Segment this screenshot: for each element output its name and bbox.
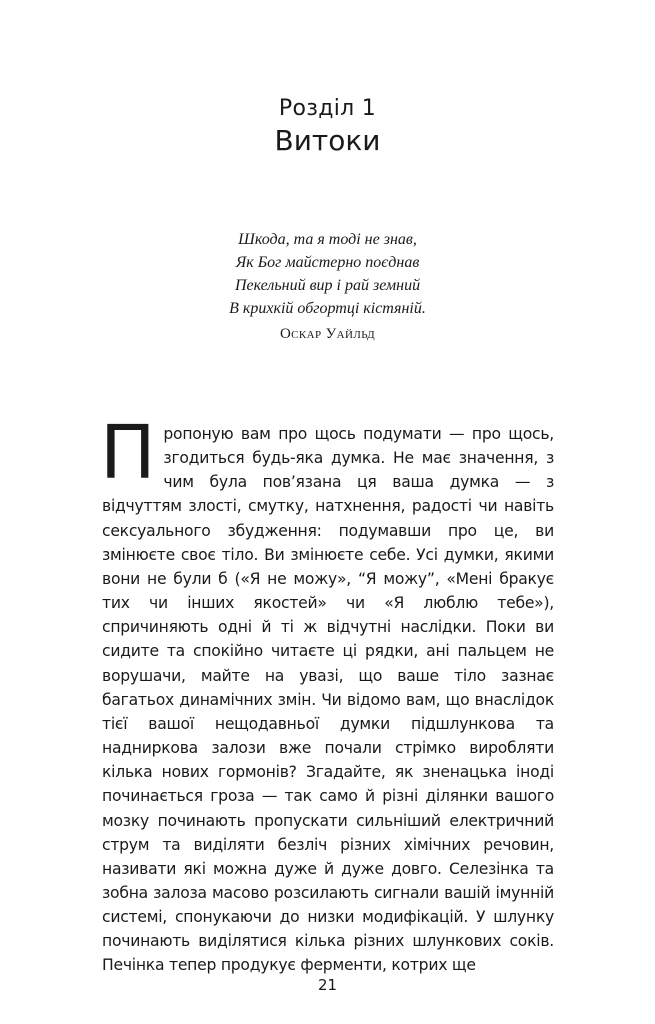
body-paragraph <box>100 410 554 978</box>
epigraph-line: Пекельний вир і рай земний <box>234 277 421 294</box>
epigraph <box>0 228 655 348</box>
chapter-label: Розділ 1 <box>278 96 377 121</box>
page-number: 21 <box>317 976 338 994</box>
epigraph-author: Оскар Уайльд <box>279 326 376 342</box>
epigraph-line: В крихкій обгортці кістяній. <box>229 300 426 317</box>
chapter-title: Витоки <box>274 124 381 157</box>
body-text: ропоную вам про щось подумати — про щось, згодиться будь-яка думка. Не має значення, з чим була пов’язана ця ваша думка — з відчуттям злості, смутку, натхнення, радості чи навіть сексуального збудження: подумавши про це, ви змінюєте своє тіло. Ви змінюєте себе. Усі думки, якими вони не були б («Я не можу», “Я можу”, «Мені бракує тих чи інших якостей» чи «Я люблю тебе»), спричиняють одні й ті ж відчутні наслідки. Поки ви сидите та спокійно читаєте ці рядки, ані пальцем не ворушачи, майте на увазі, що ваше тіло зазнає багатьох динамічних змін. Чи відомо вам, що внаслідок тієї вашої нещодавньої думки підшлункова та надниркова залози вже почали стрімко виробляти кілька нових гормонів? Згадайте, як зненацька іноді починається гроза — так само й різні ділянки вашого мозку починають пропускати сильніший електричний струм та виділяти безліч різних хімічних речовин, називати які можна дуже й дуже довго. Селезінка та зобна залоза масово розсилають сигнали вашій імунній системі, спонукаючи до низки модифікацій. У шлунку починають виділятися кілька різних шлункових соків. Печінка тепер продукує ферменти, котрих ще <box>102 425 554 975</box>
epigraph-line: Як Бог майстерно поєднав <box>235 254 420 271</box>
drop-cap: П <box>100 410 156 496</box>
epigraph-line: Шкода, та я тоді не знав, <box>238 231 417 248</box>
